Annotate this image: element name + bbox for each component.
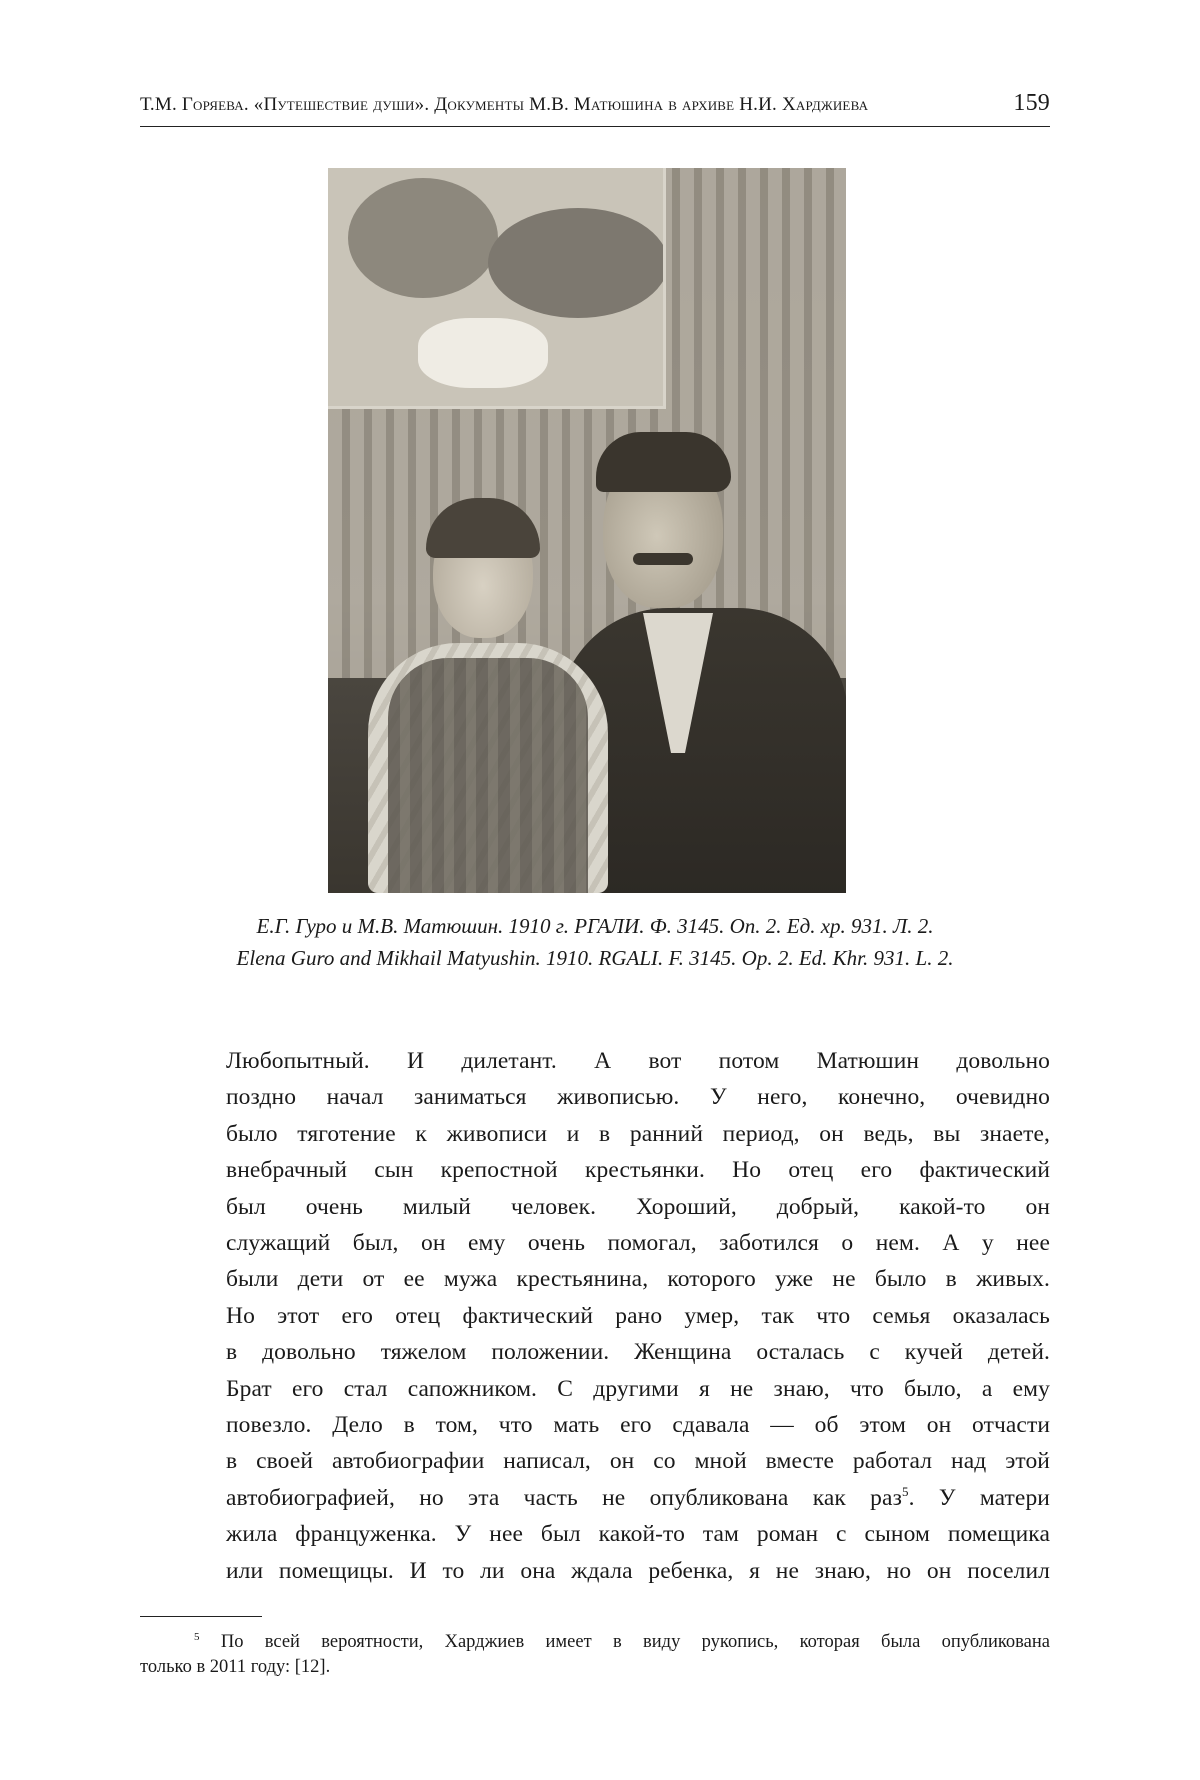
framed-painting: [328, 168, 666, 409]
text-line: был очень милый человек. Хороший, добрый, какой-то он: [226, 1193, 1050, 1220]
painting-shape: [348, 178, 498, 298]
footnote-mark: 5: [194, 1631, 200, 1643]
text-line: повезло. Дело в том, что мать его сдавала — об этом он отчасти: [226, 1412, 1050, 1439]
footnote-line: [140, 1625, 1050, 1655]
text-line: Брат его стал сапожником. С другими я не знаю, что было, а ему: [226, 1375, 1050, 1402]
figure-caption: [140, 910, 1050, 974]
photograph: [328, 168, 846, 893]
text-fragment: автобиографией, но эта часть не опубликована как раз: [226, 1484, 902, 1511]
running-title: Т.М. Горяева. «Путешествие души». Документы М.В. Матюшина в архиве Н.И. Харджиева: [140, 94, 869, 115]
text-line: Но этот его отец фактический рано умер, так что семья оказалась: [226, 1302, 1050, 1329]
running-head: [140, 90, 1050, 117]
text-line: было тяготение к живописи и в ранний период, он ведь, вы знаете,: [226, 1120, 1050, 1147]
text-line: поздно начал заниматься живописью. У него, конечно, очевидно: [226, 1084, 1050, 1111]
text-line: в довольно тяжелом положении. Женщина осталась с кучей детей.: [226, 1339, 1050, 1366]
woman-vest: [388, 658, 588, 893]
text-line: в своей автобиографии написал, он со мной вместе работал над этой: [226, 1448, 1050, 1475]
painting-shape: [488, 208, 666, 318]
man-hair: [596, 432, 731, 492]
text-line: жила француженка. У нее был какой-то там роман с сыном помещика: [226, 1521, 1050, 1548]
footnote-text-continued: только в 2011 году: [12].: [140, 1657, 331, 1678]
text-line: или помещицы. И то ли она ждала ребенка, я не знаю, но он поселил: [226, 1557, 1050, 1584]
caption-english: Elena Guro and Mikhail Matyushin. 1910. RGALI. F. 3145. Op. 2. Ed. Khr. 931. L. 2.: [236, 946, 954, 970]
page-number: 159: [1013, 90, 1050, 116]
header-rule: [140, 126, 1050, 127]
man-moustache: [633, 553, 693, 565]
footnote: [140, 1625, 1050, 1680]
footnote-rule: [140, 1616, 262, 1617]
painting-shape: [418, 318, 548, 388]
text-line-with-footnote-ref: [226, 1480, 1050, 1516]
text-line: служащий был, он ему очень помогал, заботился о нем. А у нее: [226, 1230, 1050, 1257]
text-line: внебрачный сын крепостной крестьянки. Но отец его фактический: [226, 1157, 1050, 1184]
caption-russian: Е.Г. Гуро и М.В. Матюшин. 1910 г. РГАЛИ. Ф. 3145. Оп. 2. Ед. хр. 931. Л. 2.: [256, 914, 934, 938]
body-text: [226, 1043, 1050, 1589]
footnote-reference[interactable]: 5: [901, 1484, 909, 1500]
text-fragment: . У матери: [908, 1484, 1050, 1511]
footnote-text: По всей вероятности, Харджиев имеет в виду рукопись, которая была опубликована: [220, 1632, 1050, 1653]
text-line: Любопытный. И дилетант. А вот потом Матюшин довольно: [226, 1048, 1050, 1074]
text-line: были дети от ее мужа крестьянина, которого уже не было в живых.: [226, 1266, 1050, 1293]
